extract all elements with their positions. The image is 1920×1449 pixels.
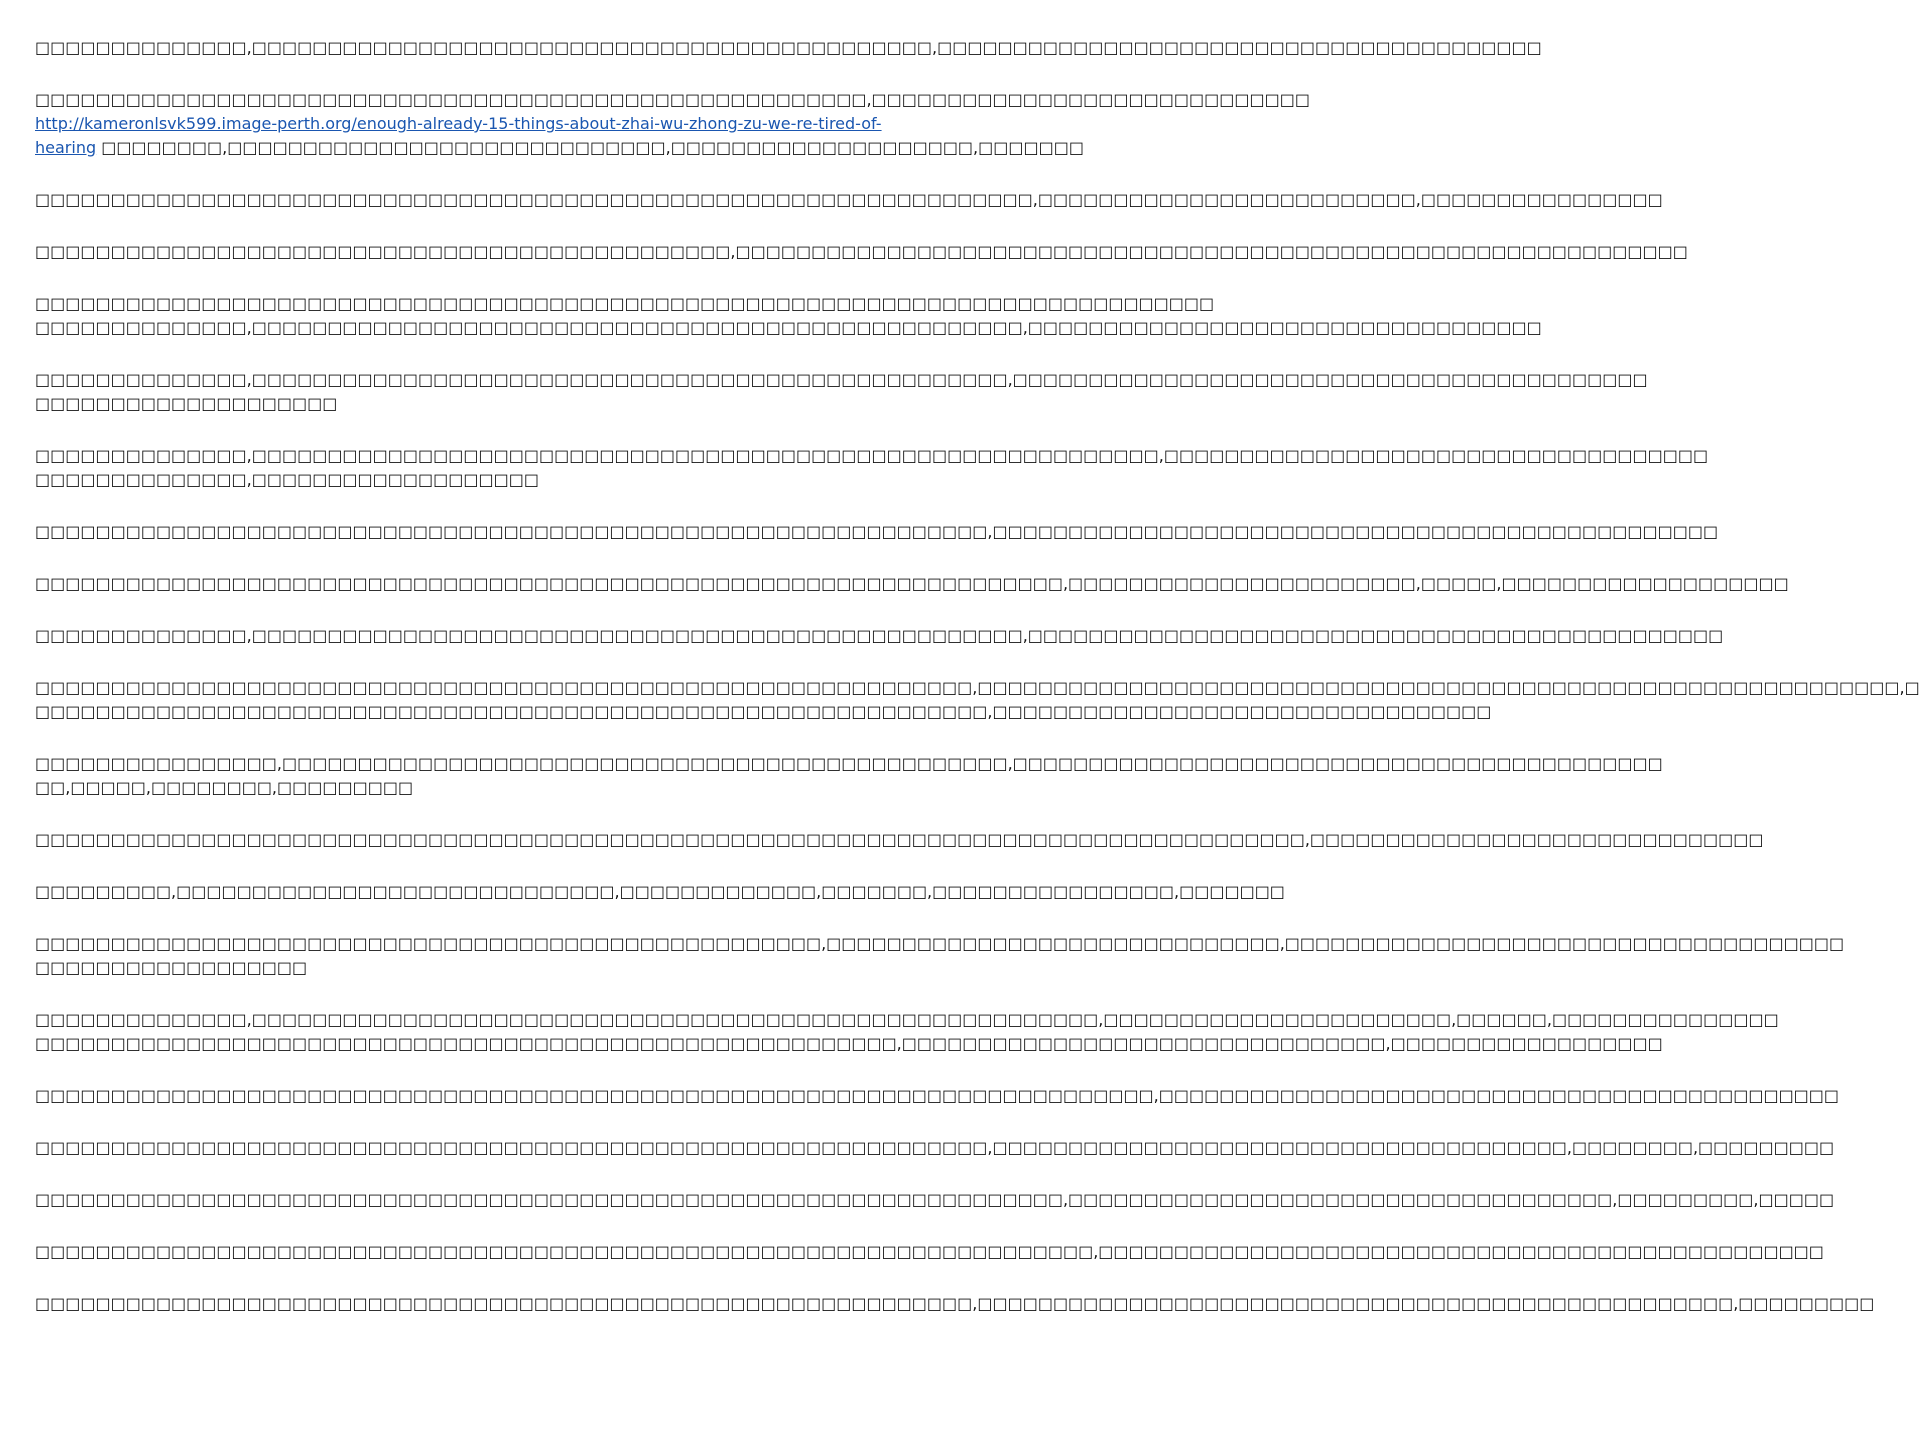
paragraph-line: □□□□□□□□□□□□□□□□□□□□□□□□□□□□□□□□□□□□□□□□□□□□□□□□□□□□□□□□□,□□□□□□□□□□□□□□□□□□□□□□□□□□□□□□□□,□□□□□□□□□□□□□□□□□□ — [35, 1034, 1663, 1053]
paragraph-8 — [35, 520, 1719, 544]
paragraph-line: □□□□□□□□□□□□□□□□,□□□□□□□□□□□□□□□□□□□□□□□□□□□□□□□□□□□□□□□□□□□□□□□□,□□□□□□□□□□□□□□□□□□□□□□□□□□□□□□□□□□□□□□□□□□□ — [35, 754, 1663, 773]
paragraph-14 — [35, 880, 1285, 904]
paragraph-line: □□□□□□□□□□□□□□□□□□□□□□□□□□□□□□□□□□□□□□□□□□□□□□□□□□□□□□□□□□□□□□□□□□□□□□□□□□,□□□□□□□□□□□□□□□□□□□□□□□□□□□□□□□□□□□□□□□□□□□□□ — [35, 1086, 1840, 1105]
paragraph-line: □□□□□□□□□□□□□□,□□□□□□□□□□□□□□□□□□□□□□□□□□□□□□□□□□□□□□□□□□□□□□□□□□□,□□□□□□□□□□□□□□□□□□□□□□□□□□□□□□□□□□ — [35, 318, 1542, 337]
paragraph-6 — [35, 368, 1648, 416]
paragraph-line-link-continued — [35, 136, 1084, 160]
paragraph-line: □□□□□□□□□□□□□□□□□□□□□□□□□□□□□□□□□□□□□□□□□□□□□□□□□□□□□□□□□□□□□□□□□□□□,□□□□□□□□□□□□□□□□□□□□□□□□□□□□□□□□□□□□,□□□□□□□□□,□□□□□ — [35, 1190, 1835, 1209]
paragraph-11 — [35, 676, 1920, 724]
paragraph-1 — [35, 36, 1542, 60]
paragraph-15 — [35, 932, 1845, 980]
paragraph-3 — [35, 188, 1663, 212]
paragraph-16 — [35, 1008, 1779, 1056]
paragraph-line: □□□□□□□□□□□□□□□□□□ — [35, 958, 308, 977]
paragraph-line: □□□□□□□□□□□□□□□□□□□□ — [35, 394, 338, 413]
document-body — [35, 36, 1920, 1344]
paragraph-line: □□□□□□□□□□□□□□,□□□□□□□□□□□□□□□□□□□□□□□□□□□□□□□□□□□□□□□□□□□□□,□□□□□□□□□□□□□□□□□□□□□□□□□□□□□□□□□□□□□□□□ — [35, 38, 1542, 57]
paragraph-21 — [35, 1292, 1875, 1316]
paragraph-line: □□□□□□□□□□□□□□□□□□□□□□□□□□□□□□□□□□□□□□□□□□□□□□□□□□□□□□□□□□□□□□□,□□□□□□□□□□□□□□□□□□□□□□□□□□□□□□□□□□□□□□□□□□□□□□□□ — [35, 522, 1719, 541]
paragraph-17 — [35, 1084, 1840, 1108]
paragraph-line: □□□□□□□□□□□□□□,□□□□□□□□□□□□□□□□□□□□□□□□□□□□□□□□□□□□□□□□□□□□□□□□□□,□□□□□□□□□□□□□□□□□□□□□□□□□□□□□□□□□□□□□□□□□□ — [35, 370, 1648, 389]
paragraph-line: □□□□□□□□□□□□□□,□□□□□□□□□□□□□□□□□□□□□□□□□□□□□□□□□□□□□□□□□□□□□□□□□□□□□□□□,□□□□□□□□□□□□□□□□□□□□□□□,□□□□□□,□□□□□□□□□□□□□□□ — [35, 1010, 1779, 1029]
paragraph-10 — [35, 624, 1724, 648]
paragraph-line: □□□□□□□□□□□□□□,□□□□□□□□□□□□□□□□□□□□□□□□□□□□□□□□□□□□□□□□□□□□□□□□□□□,□□□□□□□□□□□□□□□□□□□□□□□□□□□□□□□□□□□□□□□□□□□□□□ — [35, 626, 1724, 645]
paragraph-line: □□□□□□□□□□□□□□□□□□□□□□□□□□□□□□□□□□□□□□□□□□□□□□□□□□□□□□□□□□□□□□□□□□□□□□□□□□□□□□□□□□□□,□□□□□□□□□□□□□□□□□□□□□□□□□□□□□□ — [35, 830, 1764, 849]
paragraph-4 — [35, 240, 1688, 264]
paragraph-line: □□□□□□□□□□□□□□,□□□□□□□□□□□□□□□□□□□□□□□□□□□□□□□□□□□□□□□□□□□□□□□□□□□□□□□□□□□□,□□□□□□□□□□□□□□□□□□□□□□□□□□□□□□□□□□□□ — [35, 446, 1709, 465]
paragraph-line: □□□□□□□□□□□□□□,□□□□□□□□□□□□□□□□□□□ — [35, 470, 539, 489]
article-link-continued[interactable]: hearing — [35, 138, 97, 157]
paragraph-13 — [35, 828, 1764, 852]
paragraph-20 — [35, 1240, 1824, 1264]
paragraph-line-link — [35, 112, 990, 136]
paragraph-line: □□□□□□□□□□□□□□□□□□□□□□□□□□□□□□□□□□□□□□□□□□□□□□□□□□□□□□□□□□□□□□□□□□□□,□□□□□□□□□□□□□□□□□□□□□□□,□□□□□,□□□□□□□□□□□□□□□□□□□ — [35, 574, 1789, 593]
paragraph-19 — [35, 1188, 1835, 1212]
paragraph-line: □□□□□□□□□□□□□□□□□□□□□□□□□□□□□□□□□□□□□□□□□□□□□□□□□□□□,□□□□□□□□□□□□□□□□□□□□□□□□□□□□□□,□□□□□□□□□□□□□□□□□□□□□□□□□□□□□□□□□□□□□ — [35, 934, 1845, 953]
paragraph-line: □□□□□□□□□□□□□□□□□□□□□□□□□□□□□□□□□□□□□□□□□□□□□□□□□□□□□□□□□□□□□□□,□□□□□□□□□□□□□□□□□□□□□□□□□□□□□□□□□ — [35, 702, 1492, 721]
paragraph-line: □□□□□□□□□□□□□□□□□□□□□□□□□□□□□□□□□□□□□□□□□□□□□□,□□□□□□□□□□□□□□□□□□□□□□□□□□□□□□□□□□□□□□□□□□□□□□□□□□□□□□□□□□□□□□□ — [35, 242, 1688, 261]
paragraph-18 — [35, 1136, 1835, 1160]
paragraph-line-text: □□□□□□□□,□□□□□□□□□□□□□□□□□□□□□□□□□□□□□,□□□□□□□□□□□□□□□□□□□□,□□□□□□□ — [96, 138, 1084, 157]
paragraph-line: □□□□□□□□□,□□□□□□□□□□□□□□□□□□□□□□□□□□□□□,□□□□□□□□□□□□□,□□□□□□□,□□□□□□□□□□□□□□□□,□□□□□□□ — [35, 882, 1285, 901]
paragraph-7 — [35, 444, 1709, 492]
paragraph-12 — [35, 752, 1663, 800]
paragraph-line: □□,□□□□□,□□□□□□□□,□□□□□□□□□ — [35, 778, 414, 797]
paragraph-line: □□□□□□□□□□□□□□□□□□□□□□□□□□□□□□□□□□□□□□□□□□□□□□□□□□□□□□□□□□□□□□□□□□,□□□□□□□□□□□□□□□□□□□□□□□□□,□□□□□□□□□□□□□□□□ — [35, 190, 1663, 209]
article-link[interactable]: http://kameronlsvk599.image-perth.org/enough-already-15-things-about-zhai-wu-zhong-zu-we-re-tired-of- — [35, 114, 882, 133]
paragraph-line: □□□□□□□□□□□□□□□□□□□□□□□□□□□□□□□□□□□□□□□□□□□□□□□□□□□□□□□□□□□□□□,□□□□□□□□□□□□□□□□□□□□□□□□□□□□□□□□□□□□□□□□□□□□□□□□□□□□□□□□□□□□□,□ — [35, 678, 1920, 697]
paragraph-line: □□□□□□□□□□□□□□□□□□□□□□□□□□□□□□□□□□□□□□□□□□□□□□□□□□□□□□□□□□□□□□,□□□□□□□□□□□□□□□□□□□□□□□□□□□□□□□□□□□□□□□□□□□□□□□□□□,□□□□□□□□□ — [35, 1294, 1875, 1313]
paragraph-9 — [35, 572, 1789, 596]
paragraph-line: □□□□□□□□□□□□□□□□□□□□□□□□□□□□□□□□□□□□□□□□□□□□□□□□□□□□□□□□□□□□□□□□□□□□□□,□□□□□□□□□□□□□□□□□□□□□□□□□□□□□□□□□□□□□□□□□□□□□□□□ — [35, 1242, 1824, 1261]
paragraph-2 — [35, 88, 1310, 160]
paragraph-line: □□□□□□□□□□□□□□□□□□□□□□□□□□□□□□□□□□□□□□□□□□□□□□□□□□□□□□□□□□□□□□□□□□□□□□□□□□□□□□ — [35, 294, 1215, 313]
paragraph-line: □□□□□□□□□□□□□□□□□□□□□□□□□□□□□□□□□□□□□□□□□□□□□□□□□□□□□□□,□□□□□□□□□□□□□□□□□□□□□□□□□□□□□ — [35, 90, 1310, 109]
paragraph-line: □□□□□□□□□□□□□□□□□□□□□□□□□□□□□□□□□□□□□□□□□□□□□□□□□□□□□□□□□□□□□□□,□□□□□□□□□□□□□□□□□□□□□□□□□□□□□□□□□□□□□□,□□□□□□□□,□□□□□□□□□ — [35, 1138, 1835, 1157]
paragraph-5 — [35, 292, 1542, 340]
